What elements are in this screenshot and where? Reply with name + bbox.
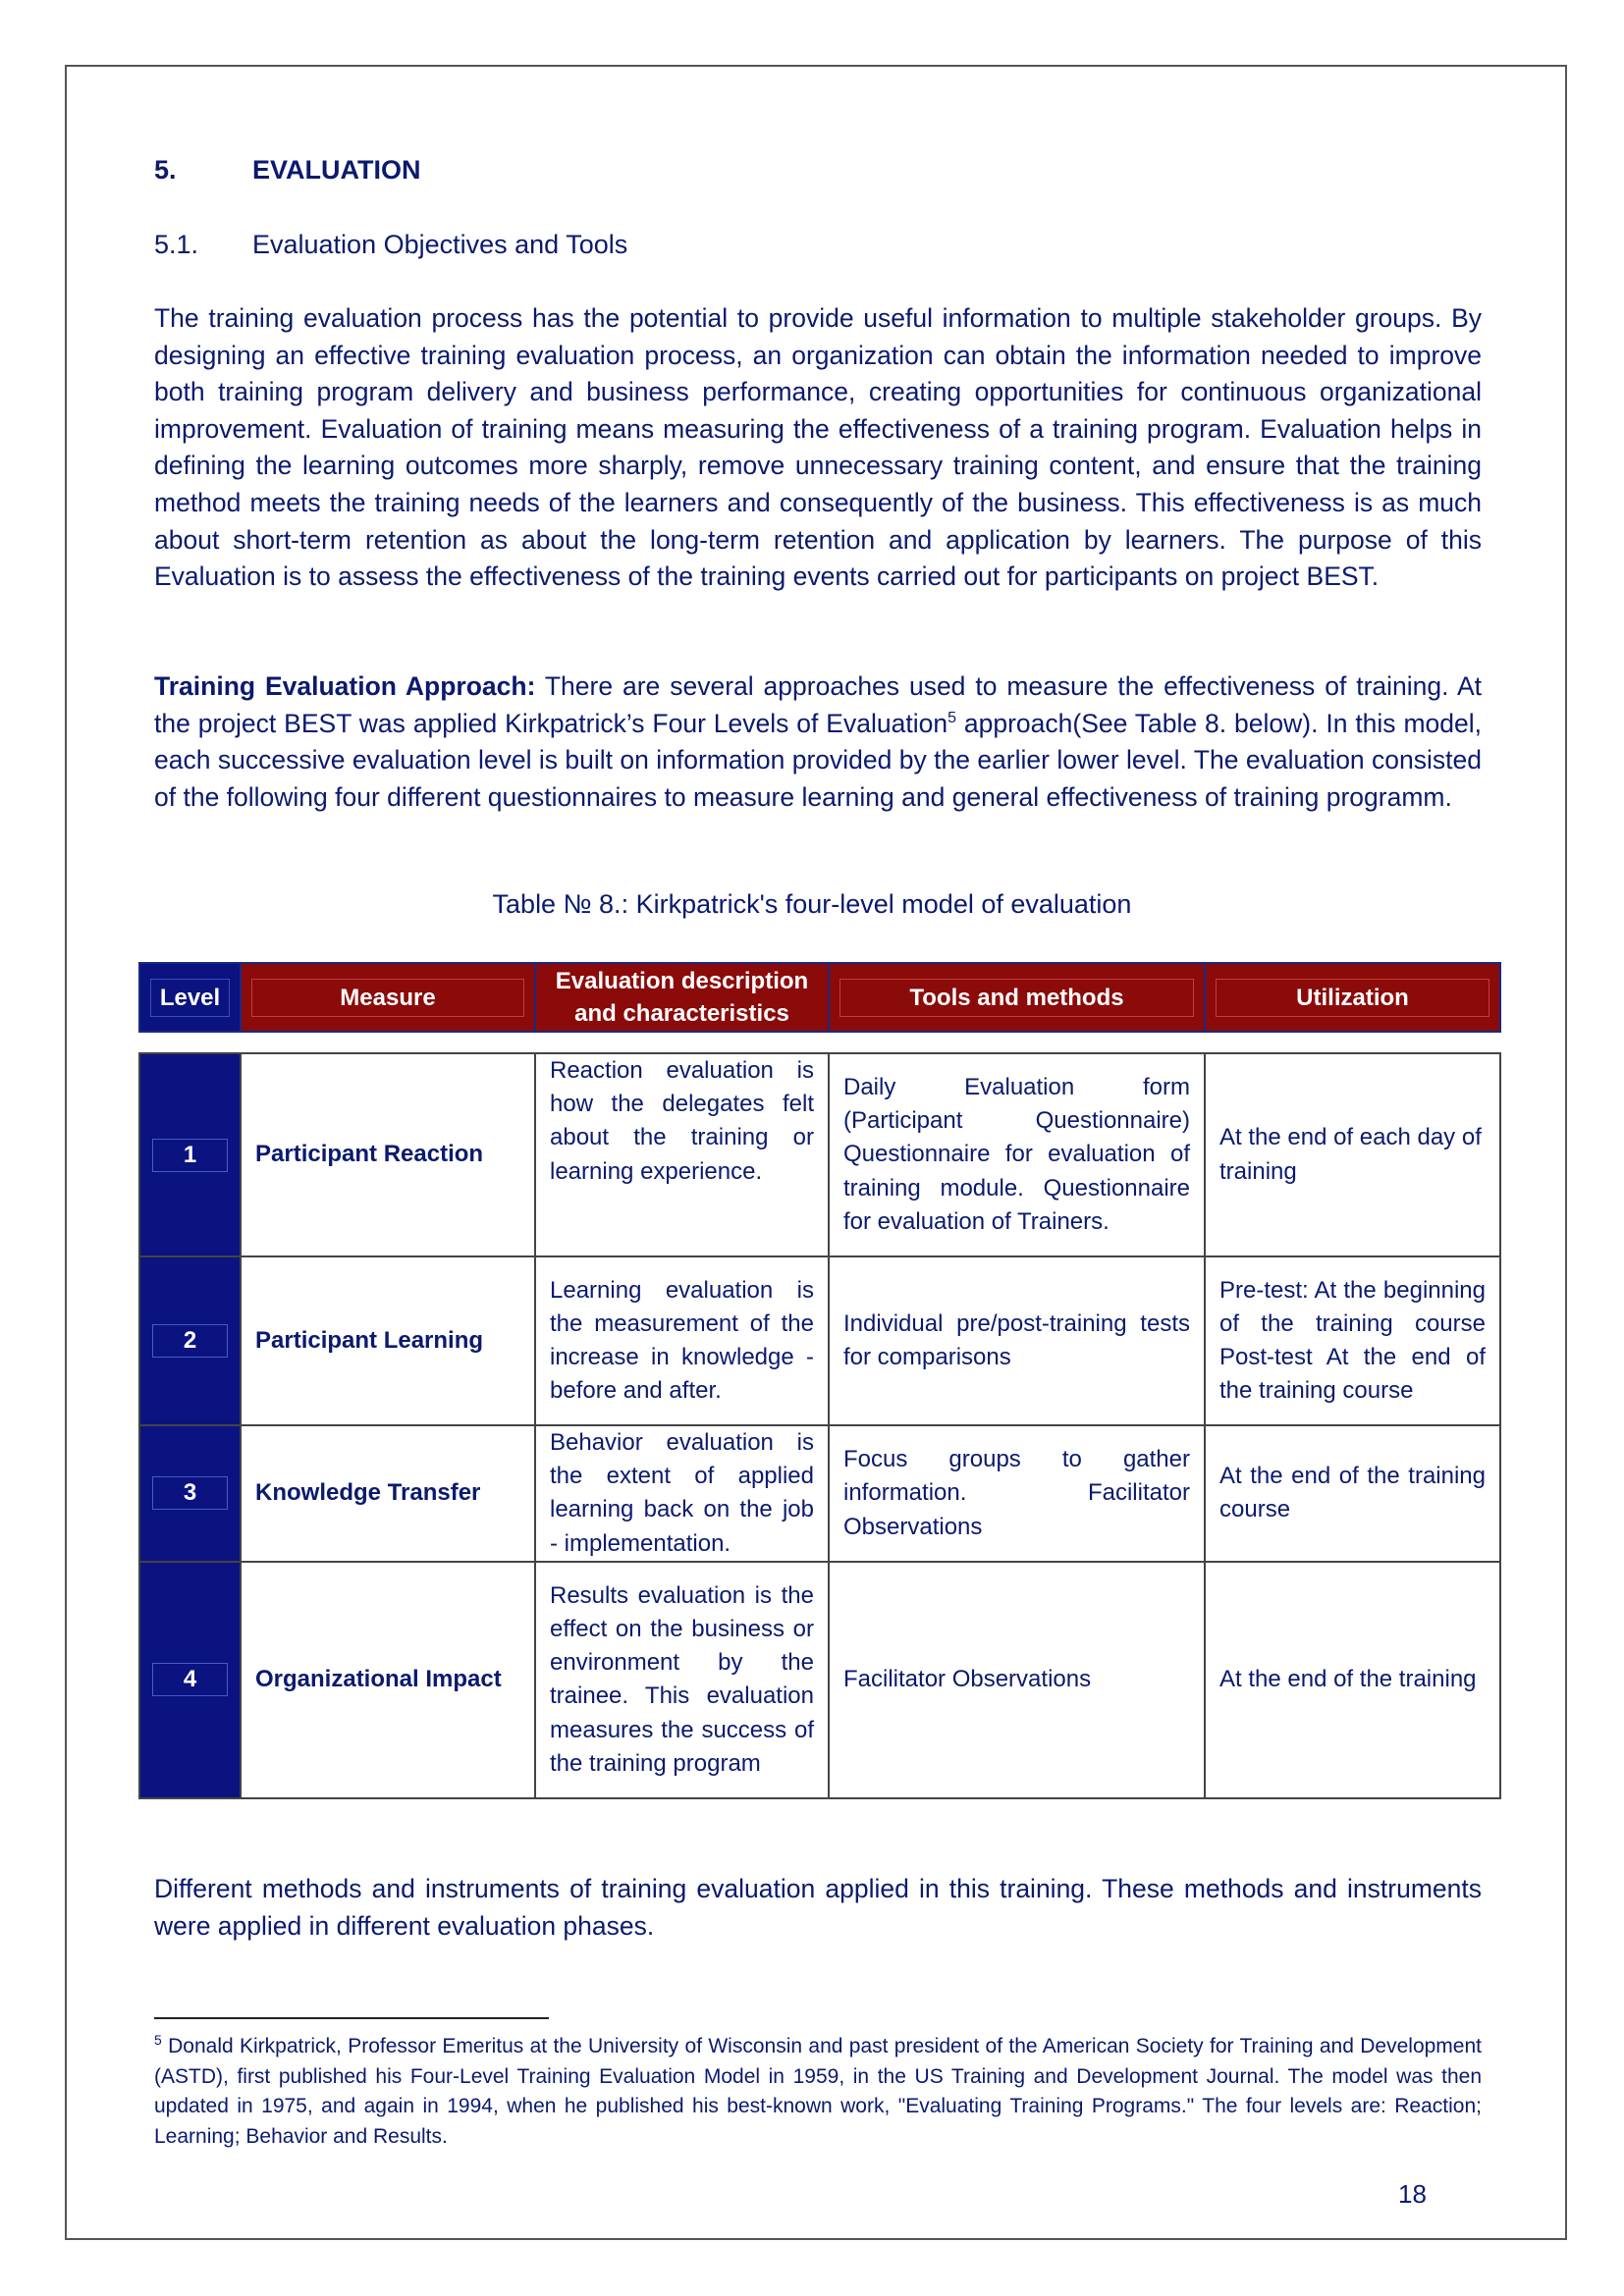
section-heading [154,155,421,186]
header-measure: Measure [241,963,535,1032]
header-utilization: Utilization [1205,963,1500,1032]
description-cell: Results evaluation is the effect on the business or environment by the trainee. This evaluation measures the success of the training program [535,1562,829,1798]
description-cell: Reaction evaluation is how the delegates felt about the training or learning experience. [535,1053,829,1256]
level-cell: 1 [139,1053,241,1256]
intro-paragraph: The training evaluation process has the potential to provide useful information to multiple stakeholder groups. By designing an effective training evaluation process, an organization can obtain the information needed to improve both training program delivery and business performance, creating opportunities for continuous organizational improvement. Evaluation of training means measuring the effectiveness of a training program. Evaluation helps in defining the learning outcomes more sharply, remove unnecessary training content, and ensure that the training method meets the training needs of the learners and consequently of the business. This effectiveness is as much about short-term retention as about the long-term retention and application by learners. The purpose of this Evaluation is to assess the effectiveness of the training events carried out for participants on project BEST. [154,303,1482,592]
evaluation-table [138,1052,1501,1799]
footnote-ref[interactable]: 5 [947,709,956,726]
methods-paragraph: Different methods and instruments of training evaluation applied in this training. These methods and instruments were applied in different evaluation phases. [154,1874,1482,1941]
utilization-cell: At the end of each day of training [1205,1053,1500,1256]
approach-text-a: There are several approaches used to measure the effectiveness of training. At the project BEST was applied Kirkpatrick’s Four Levels of Evaluation [154,671,1482,738]
table-row [139,1053,1500,1256]
approach-paragraph [154,668,1482,816]
measure-cell: Participant Reaction [241,1053,535,1256]
table-row [139,1425,1500,1562]
description-cell: Learning evaluation is the measurement of the increase in knowledge - before and after. [535,1256,829,1425]
page-number: 18 [1398,2179,1427,2209]
table-row [139,1562,1500,1798]
section-title: EVALUATION [252,155,421,185]
header-tools: Tools and methods [829,963,1205,1032]
measure-cell: Participant Learning [241,1256,535,1425]
level-cell: 2 [139,1256,241,1425]
table-caption: Table № 8.: Kirkpatrick's four-level model of evaluation [492,889,1132,919]
subsection-number: 5.1. [154,230,199,259]
footnote-mark: 5 [154,2032,162,2048]
utilization-cell: At the end of the training course [1205,1425,1500,1562]
header-level: Level [139,963,241,1032]
header-description: Evaluation description and characteristics [535,963,829,1032]
section-number: 5. [154,155,177,185]
table-header [138,962,1501,1033]
tools-cell: Individual pre/post-training tests for comparisons [829,1256,1205,1425]
measure-cell: Knowledge Transfer [241,1425,535,1562]
level-cell: 4 [139,1562,241,1798]
approach-lead: Training Evaluation Approach: [154,671,536,701]
table-row [139,1256,1500,1425]
approach-text-b: approach(See Table 8. below). In this model, each successive evaluation level is built on information provided by the earlier lower level. The evaluation consisted of the following four different questionnaires to measure learning and general effectiveness of training programm. [154,708,1482,812]
footnote-divider [154,2017,549,2019]
tools-cell: Facilitator Observations [829,1562,1205,1798]
level-cell: 3 [139,1425,241,1562]
tools-cell: Daily Evaluation form (Participant Questionnaire) Questionnaire for evaluation of training module. Questionnaire for evaluation of Trainers. [829,1053,1205,1256]
subsection-title: Evaluation Objectives and Tools [252,230,628,259]
measure-cell: Organizational Impact [241,1562,535,1798]
subsection-heading [154,230,627,260]
footnote [154,2032,1482,2152]
utilization-cell: Pre-test: At the beginning of the training course Post-test At the end of the training course [1205,1256,1500,1425]
tools-cell: Focus groups to gather information. Facilitator Observations [829,1425,1205,1562]
description-cell: Behavior evaluation is the extent of applied learning back on the job - implementation. [535,1425,829,1562]
utilization-cell: At the end of the training [1205,1562,1500,1798]
footnote-text: Donald Kirkpatrick, Professor Emeritus at the University of Wisconsin and past president of the American Society for Training and Development (ASTD), first published his Four-Level Training Evaluation Model in 1959, in the US Training and Development Journal. The model was then updated in 1975, and again in 1994, when he published his best-known work, "Evaluating Training Programs." The four levels are: Reaction; Learning; Behavior and Results. [154,2035,1482,2148]
